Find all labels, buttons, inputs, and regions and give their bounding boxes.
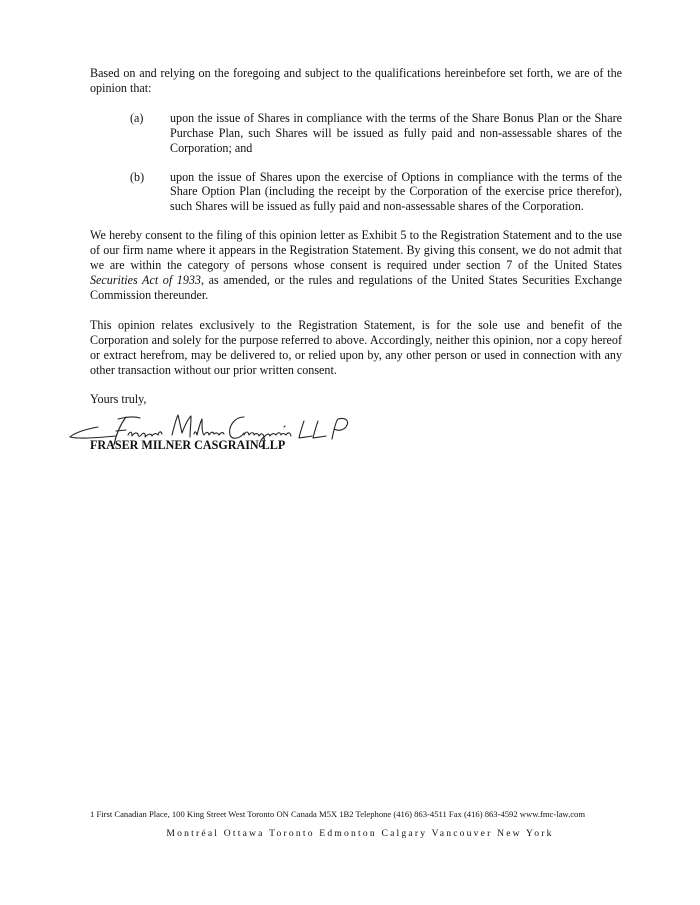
consent-text-start: We hereby consent to the filing of this opinion letter as Exhibit 5 to the Registration Statement and to the use of our firm name where it appears in the Registration Statement. By giving this consent, we do not admit that we are within the category of persons whose consent is required under section 7 of the United States (90, 228, 622, 273)
letter-body (90, 66, 622, 451)
scope-paragraph: This opinion relates exclusively to the Registration Statement, is for the sole use and benefit of the Corporation and solely for the purpose referred to above. Accordingly, neither this opinion, nor a copy hereof or extract herefrom, may be delivered to, or relied upon by, any other person or used in connection with any other transaction without our prior written consent. (90, 317, 622, 377)
opinion-item-b (90, 170, 622, 215)
item-label: (b) (130, 169, 145, 184)
securities-act-title: Securities Act of 1933 (90, 272, 201, 287)
consent-paragraph (90, 228, 622, 303)
footer-cities: Montréal Ottawa Toronto Edmonton Calgary Vancouver New York (166, 828, 554, 839)
item-text: upon the issue of Shares upon the exercise of Options in compliance with the terms of the Share Option Plan (including the receipt by the Corporation of the exercise price therefor), such Shares will be issued as fully paid and non-assessable shares of the Corporation. (170, 169, 622, 214)
consent-text-end: , as amended, or the rules and regulations of the United States Securities Exchange Commission thereunder. (90, 272, 622, 302)
item-label: (a) (130, 110, 144, 125)
closing-salutation: Yours truly, (90, 392, 147, 407)
opening-paragraph: Based on and relying on the foregoing and subject to the qualifications hereinbefore set forth, we are of the opinion that: (90, 66, 622, 95)
item-text: upon the issue of Shares in compliance with the terms of the Share Bonus Plan or the Share Purchase Plan, such Shares will be issued as fully paid and non-assessable shares of the Corporation; and (170, 110, 622, 155)
signature-block (90, 407, 622, 451)
firm-name: FRASER MILNER CASGRAIN LLP (90, 438, 286, 453)
opinion-item-a (90, 111, 622, 156)
footer-address: 1 First Canadian Place, 100 King Street West Toronto ON Canada M5X 1B2 Telephone (416) 863-4511 Fax (416) 863-4592 www.fmc-law.com (90, 809, 586, 819)
